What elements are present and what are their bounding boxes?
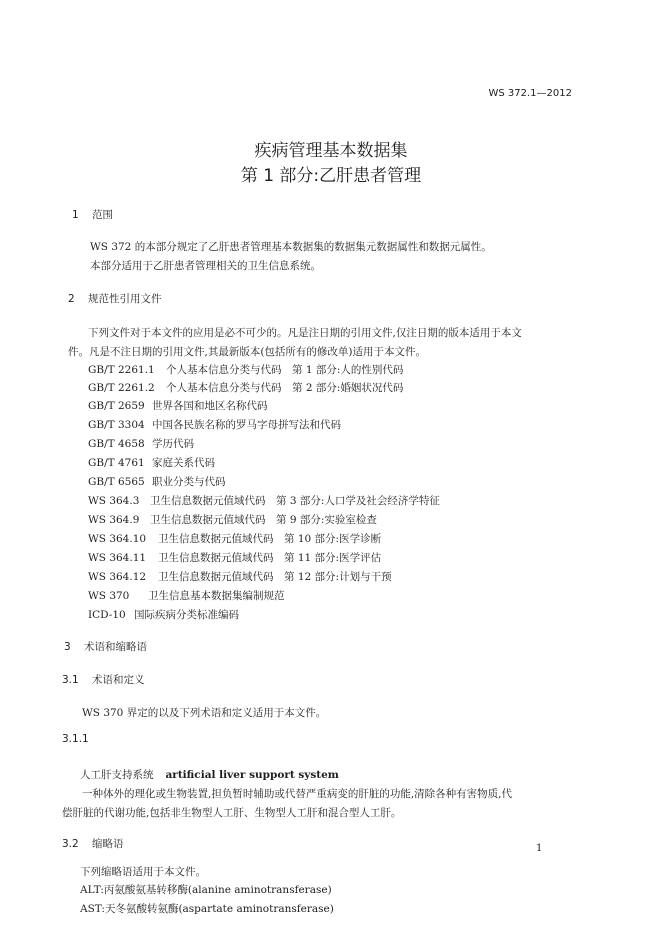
document-title: 疾病管理基本数据集 <box>254 141 408 161</box>
section-1-heading <box>72 207 113 222</box>
scope-paragraph-2: 本部分适用于乙肝患者管理相关的卫生信息系统。 <box>90 260 321 272</box>
term-number: 3.1.1 <box>62 733 89 745</box>
reference-title: 学历代码 <box>152 438 194 450</box>
reference-item <box>88 436 194 451</box>
reference-code: WS 364.10 <box>88 533 147 545</box>
term-entry <box>80 767 339 782</box>
reference-item <box>88 474 226 489</box>
reference-title: 卫生信息数据元值域代码 第 3 部分:人口学及社会经济学特征 <box>150 495 440 507</box>
reference-item <box>88 512 377 527</box>
normative-intro-line-1: 下列文件对于本文件的应用是必不可少的。凡是注日期的引用文件,仅注日期的版本适用于本文 <box>88 327 522 339</box>
section-title: 范围 <box>92 209 113 221</box>
reference-title: 卫生信息数据元值域代码 第 11 部分:医学评估 <box>158 552 382 564</box>
reference-code: WS 364.3 <box>88 495 140 507</box>
reference-item <box>88 607 239 622</box>
section-number: 2 <box>68 293 75 305</box>
term-definition-line-2: 偿肝脏的代谢功能,包括非生物型人工肝、生物型人工肝和混合型人工肝。 <box>62 807 402 819</box>
reference-item <box>88 362 403 377</box>
term-definition-line-1: 一种体外的理化或生物装置,担负暂时辅助或代替严重病变的肝脏的功能,清除各种有害物质,代 <box>82 788 513 800</box>
reference-code: WS 364.12 <box>88 571 147 583</box>
reference-title: 个人基本信息分类与代码 第 1 部分:人的性别代码 <box>166 364 404 376</box>
terms-intro: WS 370 界定的以及下列术语和定义适用于本文件。 <box>82 707 327 719</box>
subsection-title: 术语和定义 <box>92 674 145 686</box>
reference-title: 卫生信息数据元值域代码 第 12 部分:计划与干预 <box>158 571 392 583</box>
term-english: artificial liver support system <box>165 769 339 781</box>
reference-title: 职业分类与代码 <box>152 476 226 488</box>
reference-title: 世界各国和地区名称代码 <box>152 400 268 412</box>
page-number: 1 <box>536 843 543 854</box>
section-number: 1 <box>72 209 79 221</box>
section-title: 术语和缩略语 <box>84 641 147 653</box>
abbreviations-intro: 下列缩略语适用于本文件。 <box>80 866 206 878</box>
reference-code: GB/T 4658 <box>88 438 145 450</box>
reference-item <box>88 455 215 470</box>
reference-item <box>88 588 285 603</box>
subsection-3-1-heading <box>62 672 145 687</box>
reference-title: 家庭关系代码 <box>152 457 215 469</box>
subsection-number: 3.2 <box>62 838 79 850</box>
abbreviation-item: AST:天冬氨酸转氨酶(aspartate aminotransferase) <box>80 903 334 915</box>
section-title: 规范性引用文件 <box>88 293 162 305</box>
reference-title: 中国各民族名称的罗马字母拼写法和代码 <box>152 419 341 431</box>
reference-code: GB/T 2261.2 <box>88 382 155 394</box>
reference-item <box>88 398 268 413</box>
reference-title: 个人基本信息分类与代码 第 2 部分:婚姻状况代码 <box>166 382 404 394</box>
reference-code: WS 370 <box>88 590 130 602</box>
reference-item <box>88 417 341 432</box>
reference-code: GB/T 3304 <box>88 419 145 431</box>
reference-item <box>88 550 381 565</box>
normative-intro-line-2: 件。凡是不注日期的引用文件,其最新版本(包括所有的修改单)适用于本文件。 <box>68 346 427 358</box>
reference-title: 卫生信息基本数据集编制规范 <box>148 590 285 602</box>
reference-code: ICD-10 <box>88 609 126 621</box>
reference-item <box>88 493 440 508</box>
reference-title: 国际疾病分类标准编码 <box>134 609 239 621</box>
subsection-title: 缩略语 <box>92 838 124 850</box>
abbreviation-item: ALT:丙氨酸氨基转移酶(alanine aminotransferase) <box>80 884 332 896</box>
reference-item <box>88 569 392 584</box>
reference-code: GB/T 6565 <box>88 476 145 488</box>
section-2-heading <box>68 291 162 306</box>
standard-code: WS 372.1—2012 <box>488 88 572 99</box>
reference-title: 卫生信息数据元值域代码 第 10 部分:医学诊断 <box>158 533 382 545</box>
reference-code: GB/T 2261.1 <box>88 364 155 376</box>
reference-title: 卫生信息数据元值域代码 第 9 部分:实验室检查 <box>150 514 377 526</box>
reference-item <box>88 531 381 546</box>
scope-paragraph-1: WS 372 的本部分规定了乙肝患者管理基本数据集的数据集元数据属性和数据元属性。 <box>90 241 492 253</box>
reference-code: GB/T 4761 <box>88 457 145 469</box>
reference-code: WS 364.9 <box>88 514 140 526</box>
reference-code: GB/T 2659 <box>88 400 145 412</box>
reference-item <box>88 380 403 395</box>
reference-code: WS 364.11 <box>88 552 147 564</box>
subsection-number: 3.1 <box>62 674 79 686</box>
term-chinese: 人工肝支持系统 <box>80 769 154 781</box>
section-number: 3 <box>64 641 71 653</box>
section-3-heading <box>64 639 147 654</box>
subsection-3-2-heading <box>62 836 124 851</box>
document-subtitle: 第 1 部分:乙肝患者管理 <box>240 166 422 186</box>
